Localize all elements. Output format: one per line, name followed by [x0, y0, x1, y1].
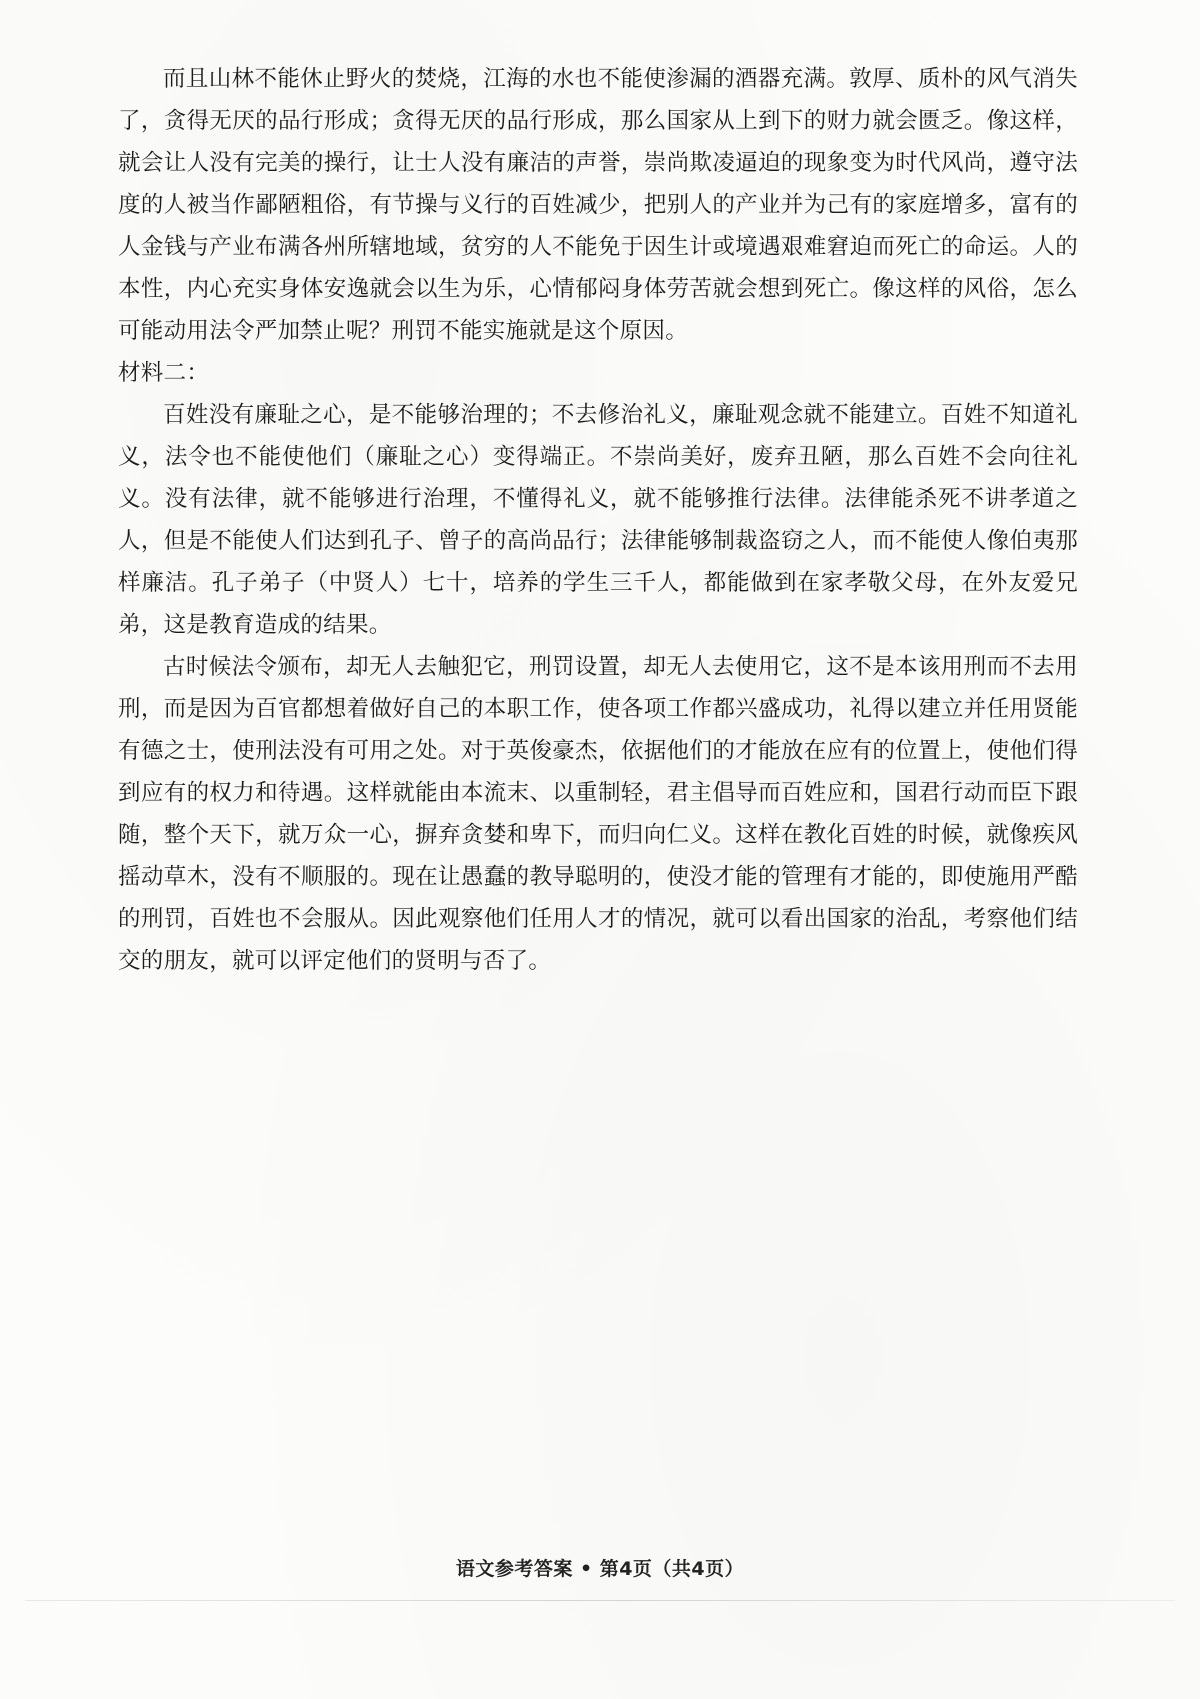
- material-two-heading: 材料二：: [118, 360, 210, 386]
- document-body: [118, 58, 1078, 982]
- material-one-continuation-paragraph: 而且山林不能休止野火的焚烧，江海的水也不能使渗漏的酒器充满。敦厚、质朴的风气消失了，贪得无厌的品行形成；贪得无厌的品行形成，那么国家从上到下的财力就会匮乏。像这样，就会让人没有完美的操行，让士人没有廉洁的声誉，崇尚欺凌逼迫的现象变为时代风尚，遵守法度的人被当作鄙陋粗俗，有节操与义行的百姓减少，把别人的产业并为己有的家庭增多，富有的人金钱与产业布满各州所辖地域，贫穷的人不能免于因生计或境遇艰难窘迫而死亡的命运。人的本性，内心充实身体安逸就会以生为乐，心情郁闷身体劳苦就会想到死亡。像这样的风俗，怎么可能动用法令严加禁止呢？刑罚不能实施就是这个原因。: [118, 66, 1078, 344]
- material-two-paragraph-1: 百姓没有廉耻之心，是不能够治理的；不去修治礼义，廉耻观念就不能建立。百姓不知道礼义，法令也不能使他们（廉耻之心）变得端正。不崇尚美好，废弃丑陋，那么百姓不会向往礼义。没有法律，就不能够进行治理，不懂得礼义，就不能够推行法律。法律能杀死不讲孝道之人，但是不能使人们达到孔子、曾子的高尚品行；法律能够制裁盗窃之人，而不能使人像伯夷那样廉洁。孔子弟子（中贤人）七十，培养的学生三千人，都能做到在家孝敬父母，在外友爱兄弟，这是教育造成的结果。: [118, 402, 1078, 638]
- material-two-paragraph-2: 古时候法令颁布，却无人去触犯它，刑罚设置，却无人去使用它，这不是本该用刑而不去用刑，而是因为百官都想着做好自己的本职工作，使各项工作都兴盛成功，礼得以建立并任用贤能有德之士，使刑法没有可用之处。对于英俊豪杰，依据他们的才能放在应有的位置上，使他们得到应有的权力和待遇。这样就能由本流末、以重制轻，君主倡导而百姓应和，国君行动而臣下跟随，整个天下，就万众一心，摒弃贪婪和卑下，而归向仁义。这样在教化百姓的时候，就像疾风摇动草木，没有不顺服的。现在让愚蠢的教导聪明的，使没才能的管理有才能的，即使施用严酷的刑罚，百姓也不会服从。因此观察他们任用人才的情况，就可以看出国家的治乱，考察他们结交的朋友，就可以评定他们的贤明与否了。: [118, 654, 1078, 974]
- margin-scan-mark: [975, 1547, 985, 1613]
- scan-edge-line: [25, 1600, 1175, 1601]
- page-footer: 语文参考答案 • 第4页（共4页）: [455, 1558, 745, 1580]
